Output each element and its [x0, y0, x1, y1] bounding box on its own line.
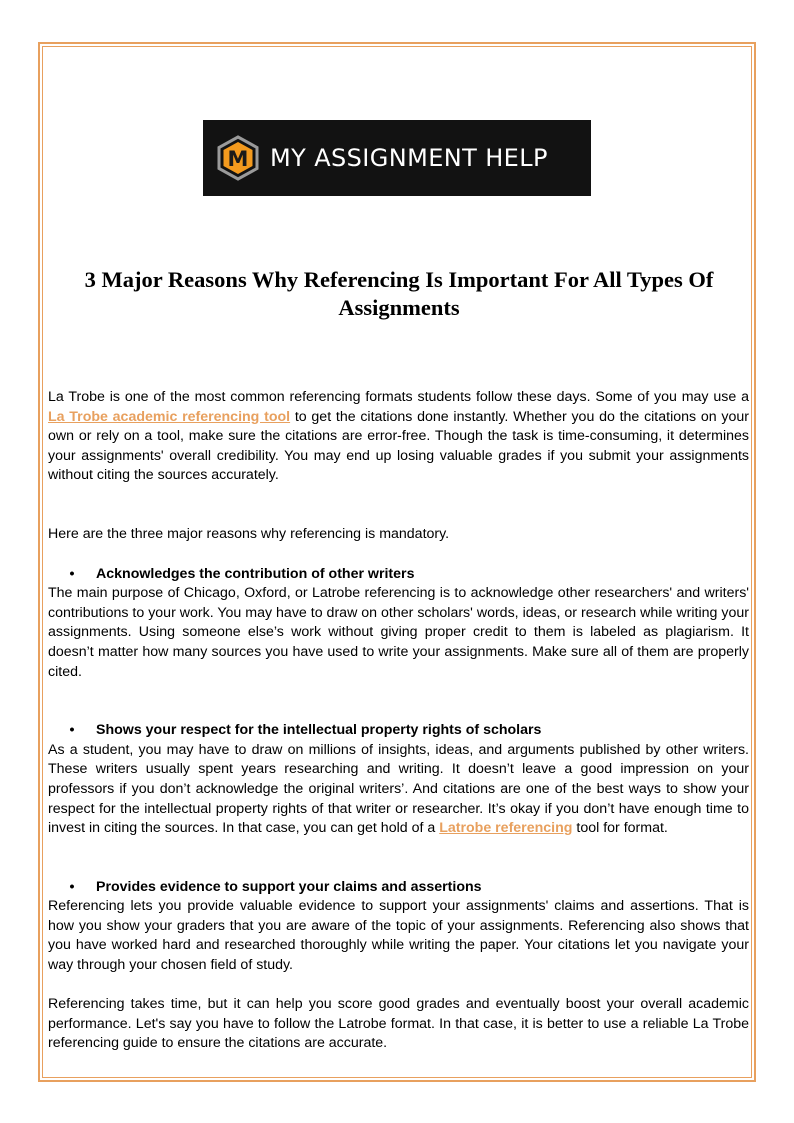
section-heading-3-text: Provides evidence to support your claims and assertions [96, 878, 482, 895]
section-heading-2 [48, 721, 749, 741]
logo-text: MY ASSIGNMENT HELP [270, 144, 548, 172]
section-heading-1-text: Acknowledges the contribution of other writers [96, 565, 415, 582]
la-trobe-tool-link[interactable]: La Trobe academic referencing tool [48, 408, 291, 425]
intro-text-end: to get the citations done instantly. Whether you do the citations on your own or rely on a tool, make sure the citations are error-free. Though the task is time-consuming, it determines your assignments' overall credibility. You may end up losing valuable grades if you submit your assignments without citing the sources accurately. [48, 408, 749, 484]
lead-in-paragraph: Here are the three major reasons why referencing is mandatory. [48, 525, 450, 542]
bullet-icon: • [69, 722, 75, 739]
bullet-icon: • [69, 565, 75, 582]
section-heading-1 [48, 565, 749, 585]
article-body [48, 388, 749, 1054]
section-body-2-end: tool for format. [572, 820, 668, 837]
logo-mark: M [227, 147, 249, 171]
section-body-2 [48, 741, 749, 839]
section-heading-2-text: Shows your respect for the intellectual property rights of scholars [96, 722, 542, 739]
section-heading-3 [48, 878, 749, 898]
page-title: 3 Major Reasons Why Referencing Is Important For All Types Of Assignments [84, 267, 714, 320]
logo-banner [203, 120, 591, 196]
intro-paragraph [48, 388, 749, 486]
section-body-1: The main purpose of Chicago, Oxford, or Latrobe referencing is to acknowledge other researchers' and writers' contributions to your work. You may have to draw on other scholars' words, ideas, or research while writing your assignments. Using someone else’s work without giving proper credit to them is labeled as plagiarism. It doesn’t matter how many sources you have used to write your assignments. Make sure all of them are properly cited. [48, 585, 749, 680]
closing-paragraph: Referencing takes time, but it can help you score good grades and eventually boost your overall academic performance. Let's say you have to follow the Latrobe format. In that case, it is better to use a reliable La Trobe referencing guide to ensure the citations are accurate. [48, 996, 749, 1052]
logo-hexagon-icon [215, 135, 261, 181]
section-body-3: Referencing lets you provide valuable evidence to support your assignments' claims and assertions. That is how you show your graders that you are aware of the topic of your assignments. Referencing also shows that you have worked hard and researched thoroughly while writing the paper. Your citations let you navigate your way through your chosen field of study. [48, 898, 749, 974]
section-body-2-start: As a student, you may have to draw on millions of insights, ideas, and arguments published by other writers. These writers usually spent years researching and writing. It doesn’t leave a good impression on your professors if you don’t acknowledge the original writers’. And citations are one of the best ways to show your respect for the intellectual property rights of that writer or researcher. It’s okay if you don’t have enough time to invest in citing the sources. In that case, you can get hold of a [48, 741, 749, 837]
bullet-icon: • [69, 878, 75, 895]
intro-text-start: La Trobe is one of the most common referencing formats students follow these days. Some of you may use a [48, 389, 749, 405]
latrobe-referencing-link[interactable]: Latrobe referencing [439, 820, 573, 837]
